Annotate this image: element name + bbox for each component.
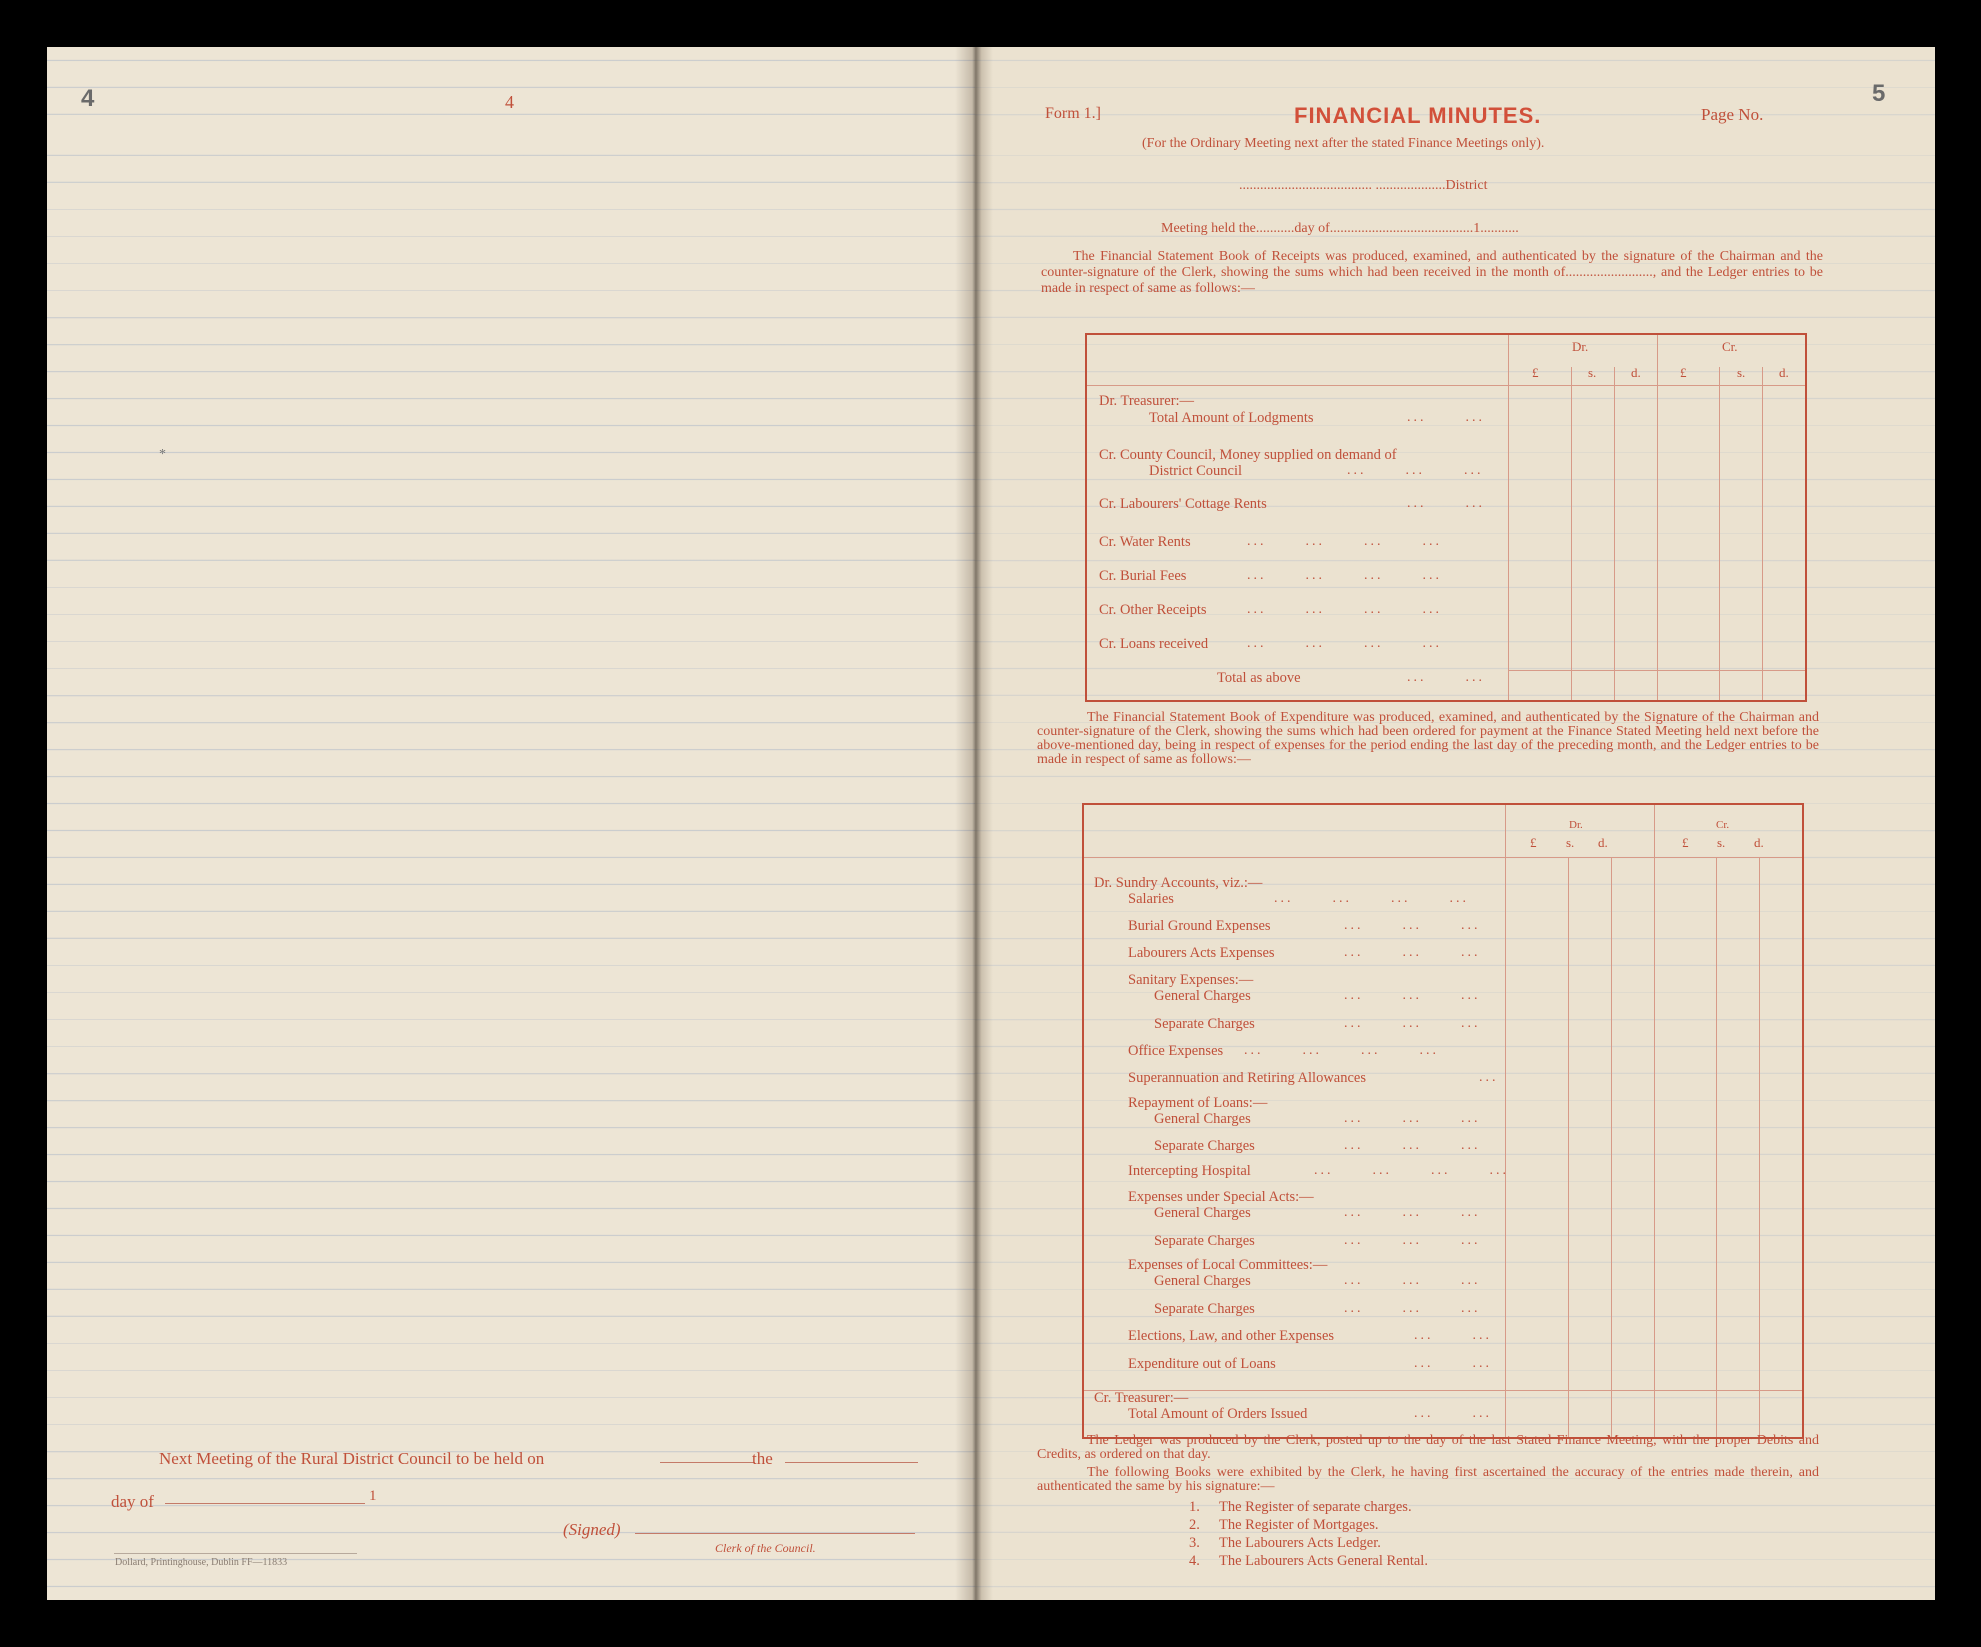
leader-dots: ... ... ... ... [1244, 1043, 1439, 1058]
leader-dots: ... ... ... [1344, 945, 1481, 960]
day-of-line [165, 1503, 365, 1504]
col-divider [1508, 335, 1509, 700]
leader-dots: ... ... ... [1344, 1138, 1481, 1153]
books-paragraph: The following Books were exhibited by the Clerk, he having first ascertained the accuracy of the entries made therein, and authenticated the same by his signature:— [1037, 1465, 1819, 1494]
col-divider [1716, 857, 1717, 1437]
receipts-col-shillings-cr: s. [1737, 365, 1746, 380]
expenditure-row-16: Expenditure out of Loans [1128, 1356, 1276, 1372]
leader-dots: ... ... ... ... [1274, 891, 1469, 906]
receipts-row-6: Cr. Other Receipts [1099, 602, 1207, 618]
meeting-line: Meeting held the...........day of.........................................1........... [1161, 221, 1519, 236]
col-divider [1657, 335, 1658, 700]
expenditure-row-8-line1: Repayment of Loans:— [1128, 1095, 1268, 1111]
leader-dots: ... ... ... [1344, 918, 1481, 933]
expenditure-table [1082, 803, 1804, 1439]
expenditure-row-12: Separate Charges [1154, 1233, 1255, 1249]
header-rule [1084, 857, 1802, 858]
col-divider [1719, 367, 1720, 700]
receipts-row-5: Cr. Burial Fees [1099, 568, 1187, 584]
leader-dots: ... ... ... ... [1247, 568, 1442, 583]
expenditure-row-4-line2: General Charges [1154, 988, 1251, 1004]
expenditure-row-11-line2: General Charges [1154, 1205, 1251, 1221]
expenditure-row-17-line2: Total Amount of Orders Issued [1128, 1406, 1308, 1422]
receipts-col-pence-cr: d. [1779, 365, 1789, 380]
receipts-row-3: Cr. Labourers' Cottage Rents [1099, 496, 1267, 512]
right-corner-page-number: 5 [1872, 80, 1886, 107]
expenditure-row-7: Superannuation and Retiring Allowances [1128, 1070, 1366, 1086]
left-corner-page-number: 4 [81, 85, 95, 112]
receipts-row-2-line1: Cr. County Council, Money supplied on demand of [1099, 447, 1397, 463]
col-divider [1762, 367, 1763, 700]
books-item-3-text: The Labourers Acts Ledger. [1219, 1535, 1381, 1551]
printer-imprint: Dollard, Printinghouse, Dublin FF—11833 [115, 1557, 288, 1568]
expenditure-row-6: Office Expenses [1128, 1043, 1224, 1059]
leader-dots: ... ... ... ... [1314, 1163, 1509, 1178]
receipts-col-pounds-dr: £ [1532, 365, 1539, 380]
year-prefix: 1 [369, 1488, 377, 1504]
books-item-4-number: 4. [1189, 1553, 1200, 1569]
right-page [975, 47, 1935, 1600]
leader-dots: ... ... [1407, 496, 1485, 511]
left-page [47, 47, 975, 1600]
col-divider [1611, 857, 1612, 1437]
col-divider [1571, 367, 1572, 700]
next-meeting-date-line [660, 1462, 755, 1463]
expenditure-row-11-line1: Expenses under Special Acts:— [1128, 1189, 1314, 1205]
expenditure-row-8-line2: General Charges [1154, 1111, 1251, 1127]
books-item-1-text: The Register of separate charges. [1219, 1499, 1412, 1515]
treasurer-rule [1084, 1390, 1802, 1391]
expenditure-row-15: Elections, Law, and other Expenses [1128, 1328, 1335, 1344]
leader-dots: ... ... ... [1344, 1016, 1481, 1031]
header-rule [1087, 385, 1805, 386]
expenditure-col-pence-dr: d. [1598, 835, 1608, 850]
imprint-rule [114, 1553, 357, 1554]
receipts-cr-header: Cr. [1722, 339, 1738, 354]
receipts-col-shillings-dr: s. [1588, 365, 1597, 380]
expenditure-row-3: Labourers Acts Expenses [1128, 945, 1275, 961]
receipts-row-7: Cr. Loans received [1099, 636, 1209, 652]
ink-speck: * [159, 447, 166, 462]
books-item-3-number: 3. [1189, 1535, 1200, 1551]
expenditure-dr-header: Dr. [1569, 819, 1583, 831]
ledger-paragraph: The Ledger was produced by the Clerk, posted up to the day of the last Stated Finance Meeting, with the proper Debits and Credits, as ordered on that day. [1037, 1433, 1819, 1462]
leader-dots: ... ... ... ... [1247, 534, 1442, 549]
form-label: Form 1.] [1045, 105, 1101, 122]
total-rule [1508, 670, 1805, 671]
books-item-4-text: The Labourers Acts General Rental. [1219, 1553, 1428, 1569]
expenditure-paragraph: The Financial Statement Book of Expenditure was produced, examined, and authenticated by the Signature of the Chairman and counter-signature of the Clerk, showing the sums which had been ordered for payment at the Finance Stated Meeting held next before the above-mentioned day, being in respect of expenses for the period ending the last day of the preceding month, and the Ledger entries to be made in respect of same as follows:— [1037, 710, 1819, 767]
expenditure-row-2: Burial Ground Expenses [1128, 918, 1271, 934]
leader-dots: ... ... [1407, 670, 1485, 685]
leader-dots: ... ... ... [1347, 463, 1484, 478]
col-divider [1568, 857, 1569, 1437]
col-divider [1654, 805, 1655, 1437]
expenditure-row-13-line1: Expenses of Local Committees:— [1128, 1257, 1328, 1273]
col-divider [1505, 805, 1506, 1437]
the-line [785, 1462, 918, 1463]
receipts-table [1085, 333, 1807, 702]
expenditure-row-13-line2: General Charges [1154, 1273, 1251, 1289]
page-no-label: Page No. [1701, 105, 1764, 124]
books-item-2-text: The Register of Mortgages. [1219, 1517, 1379, 1533]
receipts-row-1-line2: Total Amount of Lodgments [1149, 410, 1314, 426]
leader-dots: ... ... ... [1344, 1301, 1481, 1316]
expenditure-col-shillings-dr: s. [1566, 835, 1575, 850]
leader-dots: ... ... ... [1344, 1233, 1481, 1248]
leader-dots: ... ... ... [1344, 1111, 1481, 1126]
leader-dots: ... ... [1414, 1356, 1492, 1371]
expenditure-row-9: Separate Charges [1154, 1138, 1255, 1154]
leader-dots: ... ... [1407, 410, 1485, 425]
leader-dots: ... ... ... ... [1247, 636, 1442, 651]
expenditure-row-14: Separate Charges [1154, 1301, 1255, 1317]
expenditure-row-5: Separate Charges [1154, 1016, 1255, 1032]
receipts-col-pence-dr: d. [1631, 365, 1641, 380]
signed-label: (Signed) [563, 1520, 621, 1539]
subtitle: (For the Ordinary Meeting next after the stated Finance Meetings only). [1142, 136, 1545, 151]
signature-line [635, 1533, 915, 1534]
receipts-dr-header: Dr. [1572, 339, 1589, 354]
day-of-label: day of [111, 1492, 154, 1511]
receipts-total-row: Total as above [1217, 670, 1301, 686]
books-item-1-number: 1. [1189, 1499, 1200, 1515]
books-item-2-number: 2. [1189, 1517, 1200, 1533]
col-divider [1759, 857, 1760, 1437]
clerk-label: Clerk of the Council. [715, 1541, 816, 1555]
leader-dots: ... ... ... ... [1247, 602, 1442, 617]
expenditure-col-shillings-cr: s. [1717, 835, 1726, 850]
leader-dots: ... ... [1414, 1328, 1492, 1343]
district-line: ...................................... ....................District [1239, 178, 1488, 193]
left-center-page-number: 4 [505, 92, 514, 112]
expenditure-cr-header: Cr. [1716, 819, 1730, 831]
expenditure-col-pounds-dr: £ [1530, 835, 1537, 850]
receipts-col-pounds-cr: £ [1680, 365, 1687, 380]
the-label: the [752, 1449, 773, 1468]
next-meeting-text: Next Meeting of the Rural District Council to be held on [159, 1449, 545, 1468]
receipts-row-1-line1: Dr. Treasurer:— [1099, 393, 1195, 409]
receipts-paragraph: The Financial Statement Book of Receipts was produced, examined, and authenticated by the signature of the Chairman and the counter-signature of the Clerk, showing the sums which had been received in the month of........................., and the Ledger entries to be made in respect of same as follows:— [1041, 249, 1823, 296]
expenditure-row-1-line1: Dr. Sundry Accounts, viz.:— [1094, 875, 1263, 891]
leader-dots: ... ... [1414, 1406, 1492, 1421]
expenditure-row-10: Intercepting Hospital [1128, 1163, 1251, 1179]
leader-dots: ... ... ... [1344, 1205, 1481, 1220]
book-gutter [955, 47, 993, 1600]
expenditure-row-1-line2: Salaries [1128, 891, 1174, 907]
leader-dots: ... ... ... [1344, 988, 1481, 1003]
expenditure-col-pence-cr: d. [1754, 835, 1764, 850]
expenditure-row-17-line1: Cr. Treasurer:— [1094, 1390, 1189, 1406]
expenditure-row-4-line1: Sanitary Expenses:— [1128, 972, 1254, 988]
receipts-row-4: Cr. Water Rents [1099, 534, 1191, 550]
leader-dots: ... ... ... [1344, 1273, 1481, 1288]
col-divider [1614, 367, 1615, 700]
expenditure-col-pounds-cr: £ [1682, 835, 1689, 850]
leader-dots: ... [1479, 1070, 1499, 1085]
page-title: FINANCIAL MINUTES. [1294, 103, 1542, 128]
receipts-row-2-line2: District Council [1149, 463, 1243, 479]
